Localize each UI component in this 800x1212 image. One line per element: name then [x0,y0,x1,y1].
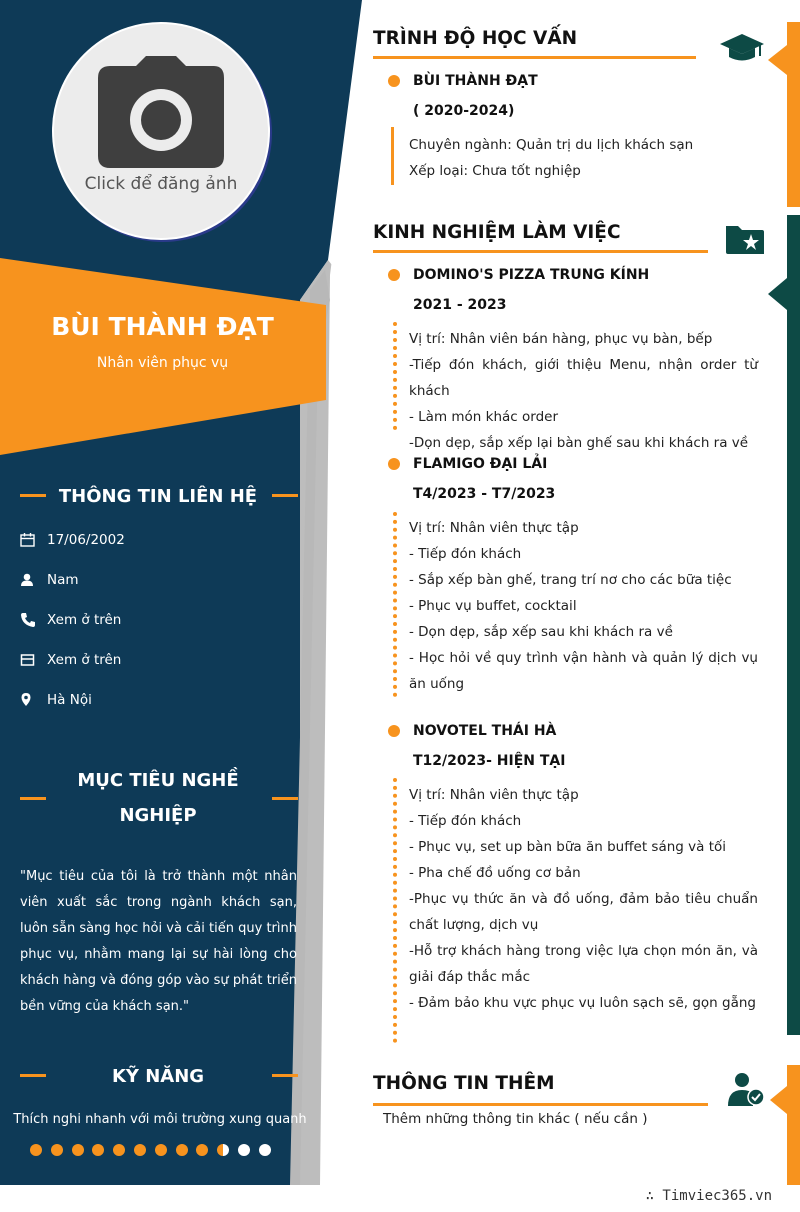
candidate-name: BÙI THÀNH ĐẠT [51,312,274,341]
additional-heading: THÔNG TIN THÊM [373,1073,555,1094]
experience-line: Vị trí: Nhân viên thực tập [409,520,579,536]
experience-company: DOMINO'S PIZZA TRUNG KÍNH [413,267,650,283]
skill-rating-dot [134,1144,146,1156]
experience-line: - Đảm bảo khu vực phục vụ luôn sạch sẽ, gọn gẵng [409,995,756,1011]
skill-rating-dot [238,1144,250,1156]
experience-line: -Phục vụ thức ăn và đồ uống, đảm bảo tiêu chuẩn chất lượng, dịch vụ [409,891,758,933]
timeline-line [391,127,394,185]
timeline-bullet [388,725,400,737]
email-icon [20,652,36,668]
experience-line: - Học hỏi về quy trình vận hành và quản lý dịch vụ ăn uống [409,650,758,692]
experience-line: -Dọn dẹp, sắp xếp lại bàn ghế sau khi khách ra về [409,435,749,451]
watermark-text: ∴ Timviec365.vn [645,1188,772,1204]
experience-line: - Tiếp đón khách [409,813,522,829]
watermark-label: Timviec365.vn [662,1188,772,1204]
email-text: Xem ở trên [47,652,122,668]
gender-text: Nam [47,572,79,588]
additional-text: Thêm những thông tin khác ( nếu cần ) [383,1111,648,1127]
photo-upload-label: Click để đăng ảnh [84,174,238,194]
divider [272,797,298,800]
experience-line: - Phục vụ, set up bàn bữa ăn buffet sáng và tối [409,839,726,855]
folder-star-icon [724,222,766,256]
skill-name: Thích nghi nhanh với môi trường xung quanh [13,1112,307,1127]
education-major: Chuyên ngành: Quản trị du lịch khách sạn [409,137,694,153]
timeline-dotted-line [393,512,401,697]
timeline-bullet [388,75,400,87]
timeline-bullet [388,458,400,470]
contact-heading: THÔNG TIN LIÊN HỆ [58,486,258,507]
skill-rating-dot [51,1144,63,1156]
profile-photo-upload[interactable] [52,22,270,240]
skill-rating-dot [155,1144,167,1156]
job-title: Nhân viên phục vụ [96,355,229,371]
phone-icon [20,612,36,628]
experience-line: - Tiếp đón khách [409,546,522,562]
education-details [409,132,758,184]
experience-line: - Pha chế đồ uống cơ bản [409,865,581,881]
experience-line: - Sắp xếp bàn ghế, trang trí nơ cho các bữa tiệc [409,572,732,588]
location-icon [20,692,36,708]
experience-details [409,515,758,697]
experience-company: FLAMIGO ĐẠI LẢI [413,456,548,472]
experience-line: Vị trí: Nhân viên bán hàng, phục vụ bàn, bếp [409,331,713,347]
skill-rating-dot [30,1144,42,1156]
objective-heading: MỤC TIÊU NGHỀ [77,770,239,791]
education-grade: Xếp loại: Chưa tốt nghiệp [409,163,581,179]
experience-line: - Làm món khác order [409,409,559,425]
user-check-icon [726,1072,766,1108]
skill-rating-dot [259,1144,271,1156]
user-icon [20,572,36,588]
timeline-bullet [388,269,400,281]
experience-period: T12/2023- HIỆN TẠI [413,753,566,769]
education-school: BÙI THÀNH ĐẠT [413,73,538,89]
experience-line: -Tiếp đón khách, giới thiệu Menu, nhận order từ khách [409,357,758,399]
graduation-cap-icon [720,32,764,62]
camera-icon [98,56,224,168]
heading-underline [373,56,696,59]
objective-text: "Mục tiêu của tôi là trở thành một nhân viên xuất sắc trong ngành khách sạn, luôn sẵn sàng học hỏi và cải tiến quy trình phục vụ, nhằm mang lại sự hài lòng cho khách hàng và đóng góp vào sự phát triển bền vững của khách sạn." [20,869,297,1014]
heading-underline [373,1103,708,1106]
education-period: ( 2020-2024) [413,103,515,119]
calendar-icon [20,532,36,548]
experience-company: NOVOTEL THÁI HÀ [413,723,557,739]
experience-heading: KINH NGHIỆM LÀM VIỆC [373,222,621,243]
education-heading: TRÌNH ĐỘ HỌC VẤN [373,28,578,49]
experience-period: T4/2023 - T7/2023 [413,486,556,502]
skill-rating-dot [176,1144,188,1156]
experience-details [409,326,758,456]
experience-line: -Hỗ trợ khách hàng trong việc lựa chọn món ăn, và giải đáp thắc mắc [409,943,758,985]
objective-heading-line2: NGHIỆP [119,805,197,826]
timeline-dotted-line [393,322,401,430]
heading-underline [373,250,708,253]
skills-heading: KỸ NĂNG [111,1066,205,1087]
phone-text: Xem ở trên [47,612,122,628]
experience-line: - Dọn dẹp, sắp xếp sau khi khách ra về [409,624,673,640]
experience-period: 2021 - 2023 [413,297,507,313]
skill-rating-dot [72,1144,84,1156]
experience-line: - Phục vụ buffet, cocktail [409,598,577,614]
experience-details [409,782,758,1016]
divider [20,797,46,800]
timeline-dotted-line [393,778,401,1043]
experience-line: Vị trí: Nhân viên thực tập [409,787,579,803]
address-text: Hà Nội [47,692,92,708]
birthdate-text: 17/06/2002 [47,532,125,548]
